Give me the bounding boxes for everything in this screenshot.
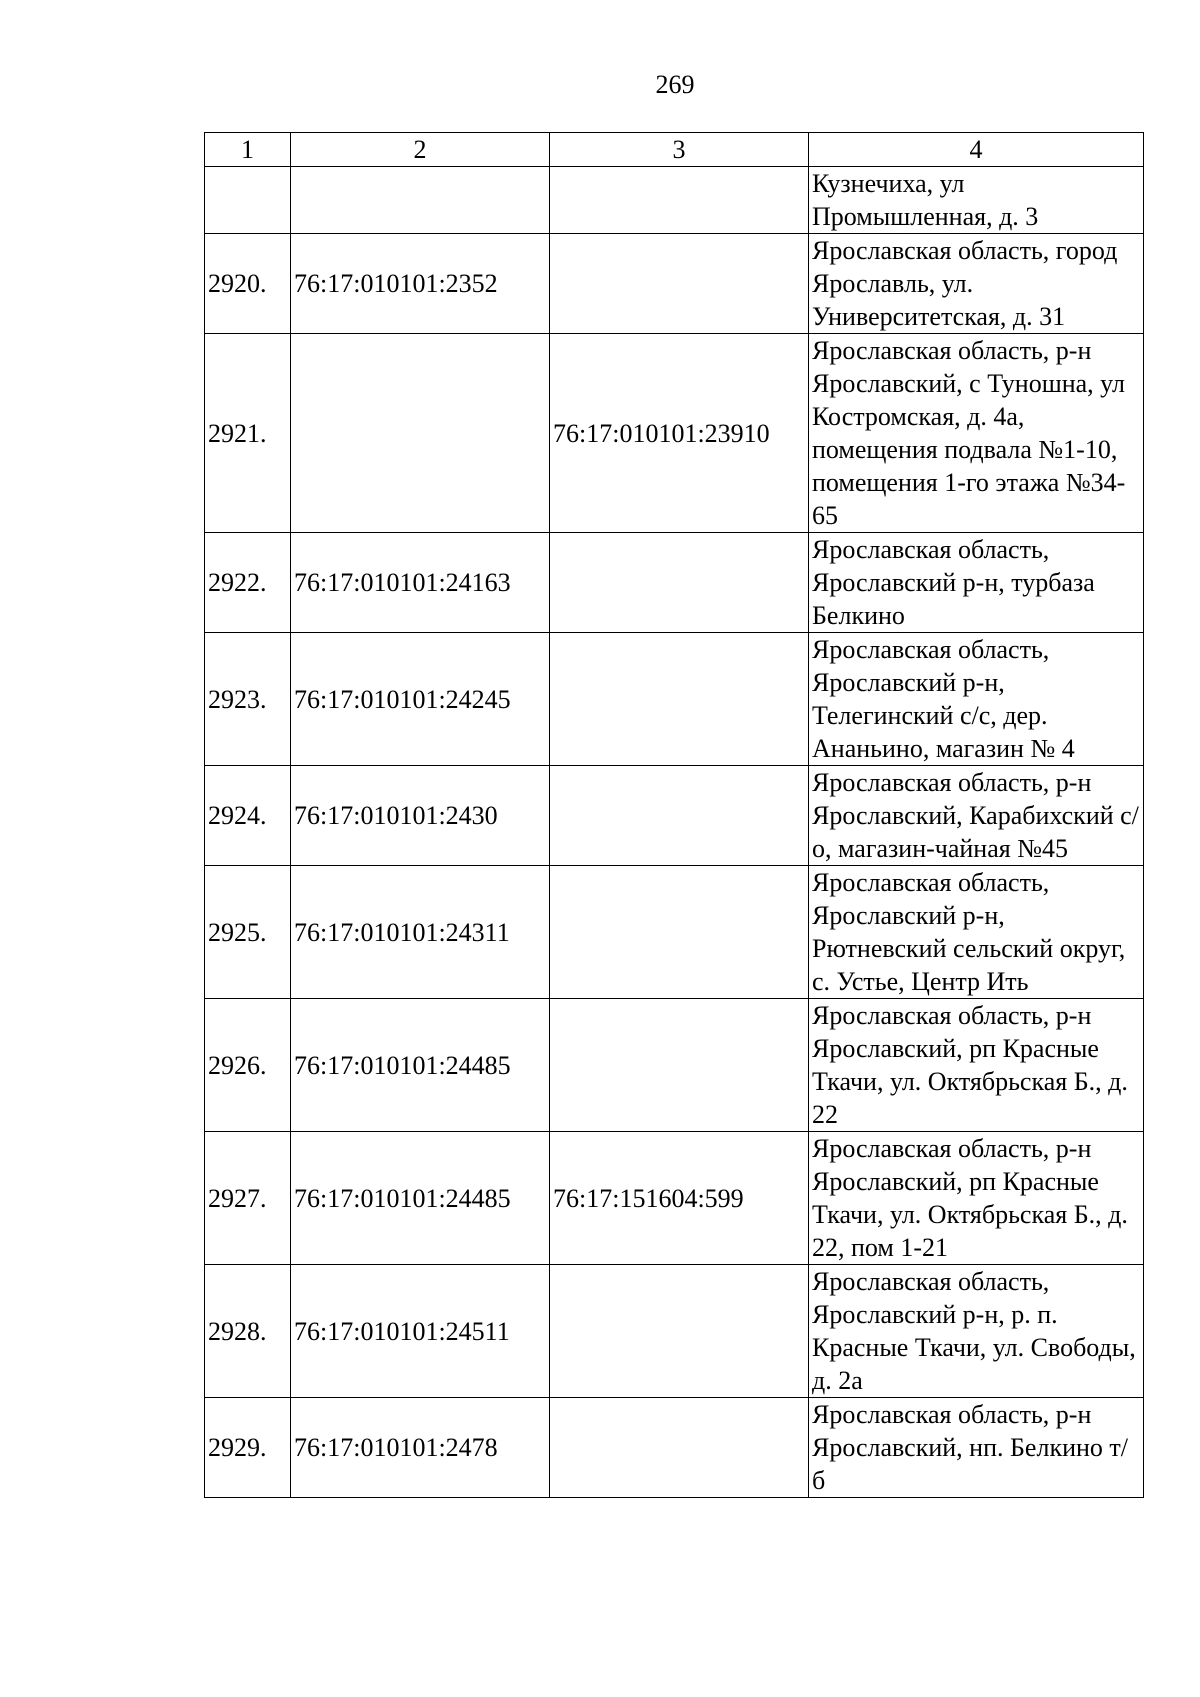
- table-row: [205, 1398, 1144, 1498]
- table-row: [205, 334, 1144, 533]
- cadastral-number-cell: 76:17:010101:2478: [291, 1398, 550, 1498]
- row-number-cell: 2927.: [205, 1132, 291, 1265]
- cadastral-number-cell: 76:17:010101:24163: [291, 533, 550, 633]
- cadastral-number-cell: 76:17:010101:24485: [291, 999, 550, 1132]
- table-row: [205, 1132, 1144, 1265]
- secondary-cadastral-number-cell: [550, 999, 809, 1132]
- secondary-cadastral-number-cell: [550, 866, 809, 999]
- table-body: [205, 167, 1144, 1498]
- address-cell: Кузнечиха, ул Промышленная, д. 3: [809, 167, 1144, 234]
- registry-table: [204, 132, 1144, 1498]
- secondary-cadastral-number-cell: [550, 633, 809, 766]
- secondary-cadastral-number-cell: [550, 234, 809, 334]
- secondary-cadastral-number-cell: [550, 167, 809, 234]
- column-header-2: 2: [291, 133, 550, 167]
- secondary-cadastral-number-cell: [550, 533, 809, 633]
- cadastral-number-cell: 76:17:010101:2430: [291, 766, 550, 866]
- address-cell: Ярославская область, р-н Ярославский, рп Красные Ткачи, ул. Октябрьская Б., д. 22: [809, 999, 1144, 1132]
- address-cell: Ярославская область, Ярославский р-н, Рютневский сельский округ, с. Устье, Центр Ить: [809, 866, 1144, 999]
- row-number-cell: 2929.: [205, 1398, 291, 1498]
- cadastral-number-cell: [291, 334, 550, 533]
- secondary-cadastral-number-cell: 76:17:151604:599: [550, 1132, 809, 1265]
- address-cell: Ярославская область, Ярославский р-н, р. п. Красные Ткачи, ул. Свободы, д. 2а: [809, 1265, 1144, 1398]
- column-header-1: 1: [205, 133, 291, 167]
- row-number-cell: 2924.: [205, 766, 291, 866]
- address-cell: Ярославская область, р-н Ярославский, с Туношна, ул Костромская, д. 4а, помещения подвала №1-10, помещения 1-го этажа №34-65: [809, 334, 1144, 533]
- cadastral-number-cell: 76:17:010101:24485: [291, 1132, 550, 1265]
- row-number-cell: [205, 167, 291, 234]
- row-number-cell: 2921.: [205, 334, 291, 533]
- header-row: [205, 133, 1144, 167]
- page-number: 269: [655, 70, 695, 99]
- table-row: [205, 234, 1144, 334]
- table-row: [205, 1265, 1144, 1398]
- row-number-cell: 2925.: [205, 866, 291, 999]
- secondary-cadastral-number-cell: [550, 1398, 809, 1498]
- table-row: [205, 167, 1144, 234]
- row-number-cell: 2928.: [205, 1265, 291, 1398]
- row-number-cell: 2926.: [205, 999, 291, 1132]
- row-number-cell: 2920.: [205, 234, 291, 334]
- secondary-cadastral-number-cell: 76:17:010101:23910: [550, 334, 809, 533]
- column-header-4: 4: [809, 133, 1144, 167]
- cadastral-number-cell: [291, 167, 550, 234]
- table-row: [205, 866, 1144, 999]
- row-number-cell: 2922.: [205, 533, 291, 633]
- cadastral-number-cell: 76:17:010101:24511: [291, 1265, 550, 1398]
- table-row: [205, 533, 1144, 633]
- secondary-cadastral-number-cell: [550, 766, 809, 866]
- address-cell: Ярославская область, Ярославский р-н, турбаза Белкино: [809, 533, 1144, 633]
- cadastral-number-cell: 76:17:010101:24245: [291, 633, 550, 766]
- address-cell: Ярославская область, город Ярославль, ул. Университетская, д. 31: [809, 234, 1144, 334]
- table-row: [205, 633, 1144, 766]
- cadastral-number-cell: 76:17:010101:2352: [291, 234, 550, 334]
- column-header-3: 3: [550, 133, 809, 167]
- address-cell: Ярославская область, р-н Ярославский, Карабихский с/о, магазин-чайная №45: [809, 766, 1144, 866]
- cadastral-number-cell: 76:17:010101:24311: [291, 866, 550, 999]
- row-number-cell: 2923.: [205, 633, 291, 766]
- address-cell: Ярославская область, р-н Ярославский, рп Красные Ткачи, ул. Октябрьская Б., д. 22, пом 1-21: [809, 1132, 1144, 1265]
- table-row: [205, 766, 1144, 866]
- address-cell: Ярославская область, р-н Ярославский, нп. Белкино т/б: [809, 1398, 1144, 1498]
- table-row: [205, 999, 1144, 1132]
- secondary-cadastral-number-cell: [550, 1265, 809, 1398]
- address-cell: Ярославская область, Ярославский р-н, Телегинский с/с, дер. Ананьино, магазин № 4: [809, 633, 1144, 766]
